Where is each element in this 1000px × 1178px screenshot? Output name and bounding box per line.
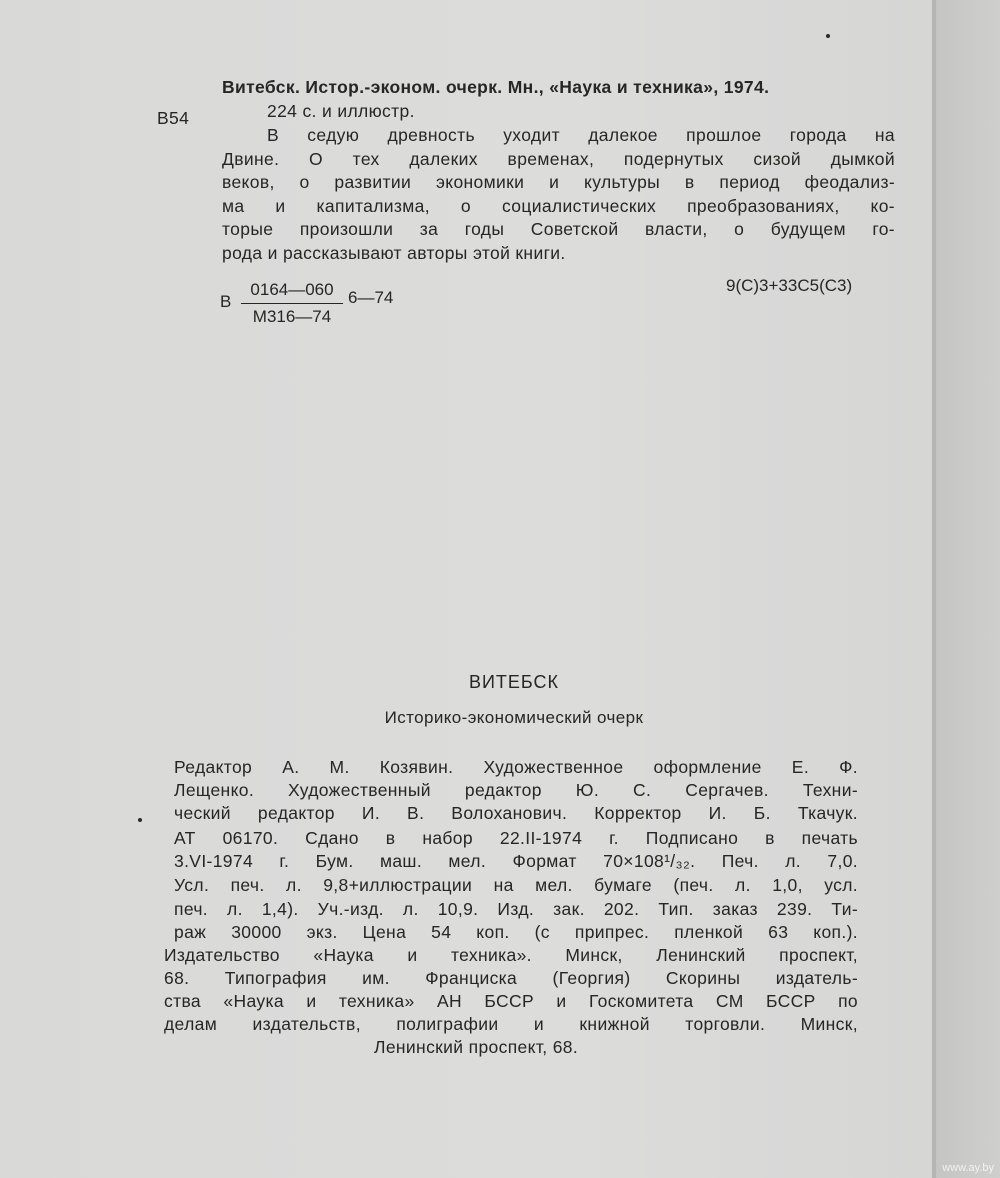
- page-count: 224 с. и иллюстр.: [267, 101, 415, 121]
- colophon-line: Усл. печ. л. 9,8+иллюстрации на мел. бумаге (печ. л. 1,0, усл.: [174, 875, 858, 895]
- classification-index: 9(С)3+33С5(С3): [726, 276, 853, 295]
- adjacent-page: [936, 0, 1000, 1178]
- catalog-index: В54: [157, 108, 190, 128]
- colophon-last-line: Ленинский проспект, 68.: [374, 1037, 579, 1057]
- code-numerator: 0164—060: [241, 280, 343, 304]
- colophon-line: Редактор А. М. Козявин. Художественное оформление Е. Ф.: [174, 757, 858, 777]
- colophon-line: Лещенко. Художественный редактор Ю. С. Сергачев. Техни-: [174, 780, 858, 800]
- publisher-code-prefix: В: [220, 292, 232, 311]
- book-title-short: Витебск.: [222, 77, 301, 97]
- abstract-line: Двине. О тех далеких временах, подернутых сизой дымкой: [222, 149, 895, 169]
- colophon-line: 68. Типография им. Франциска (Георгия) Скорины издатель-: [164, 968, 858, 988]
- colophon-subtitle: Историко-экономический очерк: [384, 708, 644, 727]
- colophon-line: АТ 06170. Сдано в набор 22.II-1974 г. Подписано в печать: [174, 828, 858, 848]
- code-denominator: М316—74: [252, 307, 332, 326]
- print-speck: [826, 34, 830, 38]
- publisher-code-fraction: [241, 280, 343, 327]
- colophon-line: 3.VI-1974 г. Бум. маш. мел. Формат 70×108¹/₃₂. Печ. л. 7,0.: [174, 851, 858, 871]
- colophon-line: раж 30000 экз. Цена 54 коп. (с припрес. пленкой 63 коп.).: [174, 922, 858, 942]
- site-watermark: www.ay.by: [942, 1162, 994, 1174]
- abstract-line: веков, о развитии экономики и культуры в период феодализ-: [222, 172, 895, 192]
- abstract-line: торые произошли за годы Советской власти, о будущем го-: [222, 219, 895, 239]
- print-speck: [138, 818, 142, 822]
- colophon-line: ства «Наука и техника» АН БССР и Госкомитета СМ БССР по: [164, 991, 858, 1011]
- publisher-code-suffix: 6—74: [348, 288, 394, 307]
- abstract-line: ма и капитализма, о социалистических преобразованиях, ко-: [222, 196, 895, 216]
- colophon-line: печ. л. 1,4). Уч.-изд. л. 10,9. Изд. зак. 202. Тип. заказ 239. Ти-: [174, 899, 858, 919]
- colophon-line: делам издательств, полиграфии и книжной торговли. Минск,: [164, 1014, 858, 1034]
- catalog-header: [222, 76, 892, 98]
- colophon-line: Издательство «Наука и техника». Минск, Ленинский проспект,: [164, 945, 858, 965]
- abstract-line: рода и рассказывают авторы этой книги.: [222, 243, 566, 263]
- colophon-line: ческий редактор И. В. Волоханович. Корректор И. Б. Ткачук.: [174, 803, 858, 823]
- colophon-title: ВИТЕБСК: [468, 672, 560, 692]
- publication-info: Истор.-эконом. очерк. Мн., «Наука и техника», 1974.: [300, 77, 770, 97]
- abstract-line: В седую древность уходит далекое прошлое города на: [267, 125, 895, 145]
